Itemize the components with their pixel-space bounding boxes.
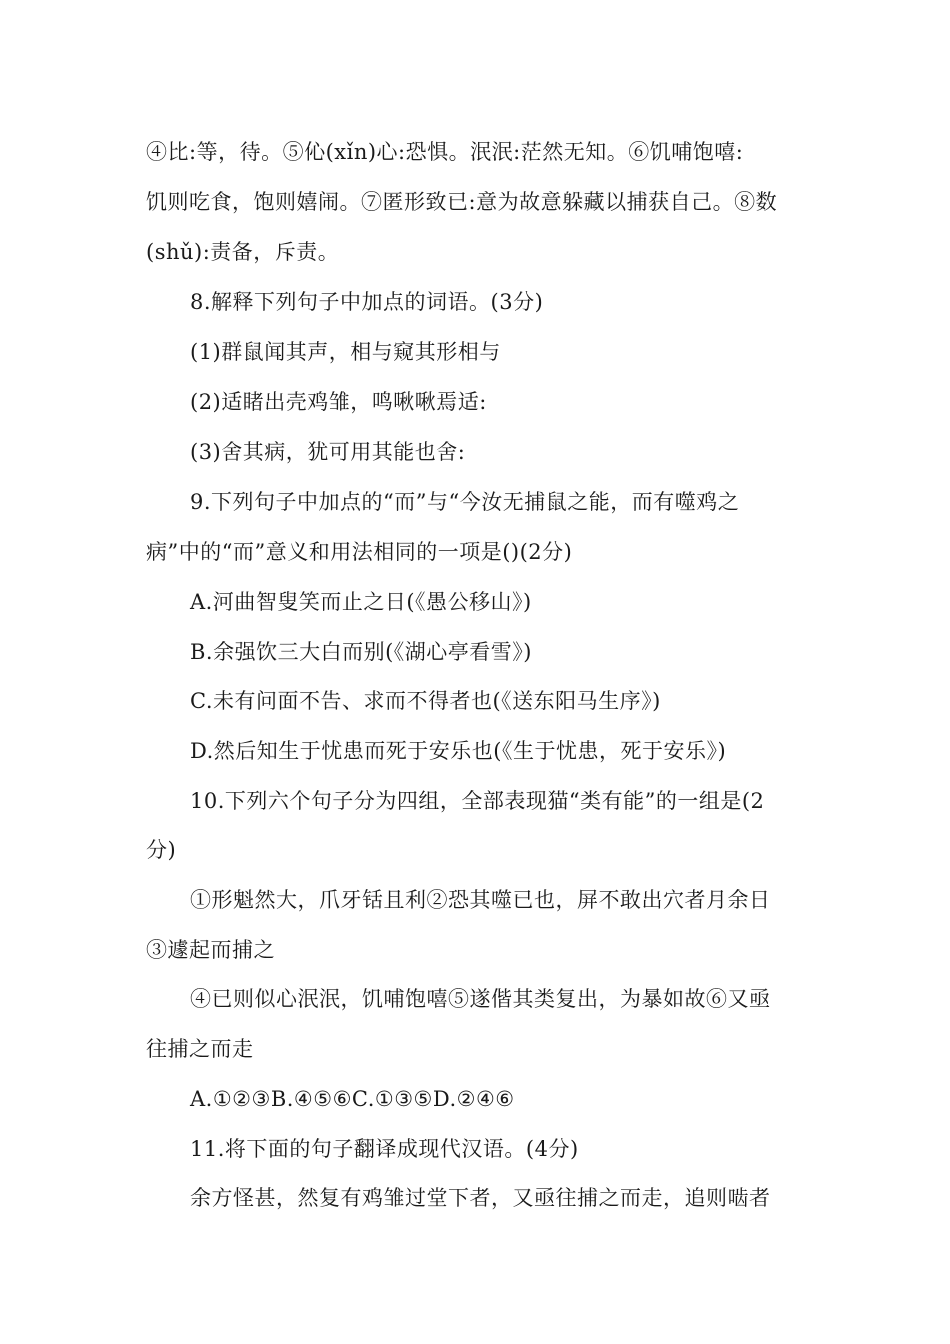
question-10-sentences-line-3: ④已则似心泯泯，饥哺饱嘻⑤遂偕其类复出，为暴如故⑥又亟	[190, 987, 771, 1011]
question-8-item-3: (3)舍其病，犹可用其能也舍:	[190, 440, 466, 464]
question-9-option-a: A.河曲智叟笑而止之日(《愚公移山》)	[190, 590, 532, 614]
question-8-item-1: (1)群鼠闻其声，相与窥其形相与	[190, 340, 501, 364]
question-10-sentences-line-2: ③遽起而捕之	[146, 938, 275, 962]
question-9-title-line-1: 9.下列句子中加点的“而”与“今汝无捕鼠之能，而有噬鸡之	[190, 490, 740, 514]
annotation-line-2: 饥则吃食，饱则嬉闹。⑦匿形致已:意为故意躲藏以捕获自己。⑧数	[146, 190, 778, 214]
question-11-title: 11.将下面的句子翻译成现代汉语。(4分)	[190, 1137, 579, 1161]
question-10-sentences-line-4: 往捕之而走	[146, 1037, 254, 1061]
question-11-passage: 余方怪甚，然复有鸡雏过堂下者，又亟往捕之而走，追则啮者	[190, 1186, 771, 1210]
question-8-title: 8.解释下列句子中加点的词语。(3分)	[190, 290, 544, 314]
question-9-option-d: D.然后知生于忧患而死于安乐也(《生于忧患，死于安乐》)	[190, 739, 727, 763]
question-9-option-b: B.余强饮三大白而别(《湖心亭看雪》)	[190, 640, 532, 664]
question-10-title-line-2: 分)	[146, 838, 177, 862]
question-9-option-c: C.未有问面不告、求而不得者也(《送东阳马生序》)	[190, 689, 661, 713]
question-10-sentences-line-1: ①形魁然大，爪牙铦且利②恐其噬已也，屏不敢出穴者月余日	[190, 888, 771, 912]
question-9-title-line-2: 病”中的“而”意义和用法相同的一项是()(2分)	[146, 540, 573, 564]
annotation-line-3: (shǔ):责备，斥责。	[146, 240, 340, 264]
question-8-item-2: (2)适睹出壳鸡雏，鸣啾啾焉适:	[190, 390, 487, 414]
question-10-title-line-1: 10.下列六个句子分为四组，全部表现猫“类有能”的一组是(2	[190, 789, 765, 813]
annotation-line-1: ④比:等，待。⑤伈(xǐn)心:恐惧。泯泯:茫然无知。⑥饥哺饱嘻:	[146, 140, 744, 164]
question-10-options: A.①②③B.④⑤⑥C.①③⑤D.②④⑥	[190, 1087, 515, 1111]
